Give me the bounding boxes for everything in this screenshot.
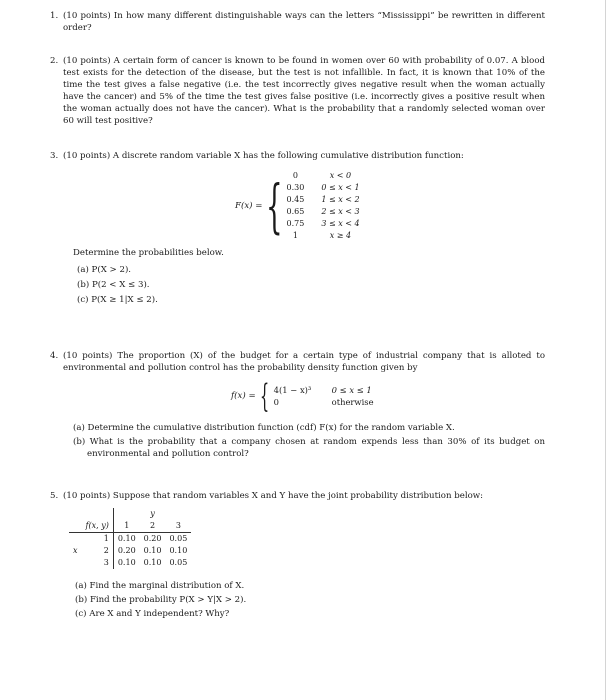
cdf-condition: 2 ≤ x < 3 (321, 207, 360, 216)
problem-number: 2. (50, 56, 59, 66)
problem-text: (10 points) A discrete random variable X has the following cumulative distribution function: (63, 151, 464, 161)
table-cell: 0.10 (117, 558, 136, 567)
pdf-expression: 0 (273, 397, 280, 407)
table-cell: 0.10 (143, 546, 162, 555)
cdf-value: 1 (292, 231, 298, 240)
cdf-condition: 0 ≤ x < 1 (321, 183, 360, 192)
cdf-value: 0.75 (286, 219, 305, 228)
y-value: 3 (165, 520, 191, 533)
problem-text: (10 points) A certain form of cancer is known to be found in women over 60 with probability of 0.07. A blood test exists for the detection of the disease, but the test is not infallible. In fact, it is known that 10% of the time the test gives a false negative (i.e. the test incorrectly gives negative result when the woman actually have the cancer) and 5% of the time the test gives false positive (i.e. incorrectly gives a positive result when the woman actually does not have the cancer). What is the probability that a randomly selected woman over 60 will test positive? (63, 56, 545, 126)
x-value: 3 (82, 557, 114, 569)
table-cell: 0.05 (169, 558, 188, 567)
table-cell: 0.05 (169, 534, 188, 543)
subquestions (75, 263, 545, 308)
table-cell: 0.20 (117, 546, 136, 555)
subquestion-c: (c) P(X ≥ 1|X ≤ 2). (77, 295, 158, 305)
cdf-definition (235, 170, 545, 241)
problem-5 (50, 490, 545, 621)
problem-1 (50, 10, 545, 34)
problem-number: 3. (50, 151, 59, 161)
y-value: 2 (140, 520, 166, 533)
problem-text: (10 points) In how many different distinguishable ways can the letters “Mississippi” be rewritten in different order? (63, 11, 545, 33)
pdf-label: f(x) = (231, 391, 256, 401)
problem-number: 4. (50, 351, 59, 361)
table-cell: 0.10 (143, 558, 162, 567)
cdf-condition: x < 0 (329, 171, 352, 180)
problem-text: (10 points) Suppose that random variables X and Y have the joint probability distribution below: (63, 491, 483, 501)
joint-table (69, 508, 191, 569)
x-value: 1 (82, 533, 114, 546)
table-cell: 0.10 (117, 534, 136, 543)
table-cell: 0.20 (143, 534, 162, 543)
x-value: 2 (82, 545, 114, 557)
cdf-label: F(x) = (235, 200, 263, 211)
table-cell: 0.10 (169, 546, 188, 555)
pdf-expression: 4(1 − x)³ (273, 385, 312, 395)
cdf-value: 0.65 (286, 207, 305, 216)
instruction: Determine the probabilities below. (73, 248, 224, 258)
problem-3 (50, 150, 545, 308)
subquestion-c: (c) Are X and Y independent? Why? (75, 609, 230, 619)
left-brace: { (259, 377, 269, 415)
left-brace: { (266, 171, 284, 240)
problem-text: (10 points) The proportion (X) of the budget for a certain type of industrial company that is alloted to environmental and pollution control has the probability density function given by (63, 351, 545, 373)
subquestion-b: (b) P(2 < X ≤ 3). (77, 280, 150, 290)
cdf-table (280, 170, 370, 241)
cdf-condition: 3 ≤ x < 4 (321, 219, 360, 228)
problem-number: 1. (50, 11, 59, 21)
subquestion-a: (a) P(X > 2). (77, 265, 132, 275)
subquestion-b: (b) What is the probability that a company chosen at random expends less than 30% of its budget on environmental and pollution control? (73, 437, 545, 459)
pdf-table (274, 384, 402, 408)
corner-label: f(x, y) (82, 520, 114, 533)
y-axis-label: y (150, 509, 155, 518)
cdf-condition: x ≥ 4 (329, 231, 352, 240)
problem-4 (50, 350, 545, 460)
pdf-condition: otherwise (331, 397, 374, 407)
problem-number: 5. (50, 491, 59, 501)
joint-distribution (69, 508, 545, 569)
cdf-value: 0.30 (286, 183, 305, 192)
cdf-condition: 1 ≤ x < 2 (321, 195, 360, 204)
problem-2 (50, 55, 545, 127)
subquestions (73, 579, 545, 621)
subquestions (73, 422, 545, 460)
subquestion-b: (b) Find the probability P(X > Y|X > 2). (75, 595, 247, 605)
cdf-value: 0 (292, 171, 298, 180)
page-edge (605, 0, 606, 700)
subquestion-a: (a) Determine the cumulative distribution function (cdf) F(x) for the random variable X. (73, 423, 455, 433)
subquestion-a: (a) Find the marginal distribution of X. (75, 581, 245, 591)
x-axis-label: x (73, 546, 78, 555)
y-value: 1 (113, 520, 139, 533)
cdf-value: 0.45 (286, 195, 305, 204)
pdf-condition: 0 ≤ x ≤ 1 (331, 385, 372, 395)
pdf-definition (231, 377, 545, 415)
